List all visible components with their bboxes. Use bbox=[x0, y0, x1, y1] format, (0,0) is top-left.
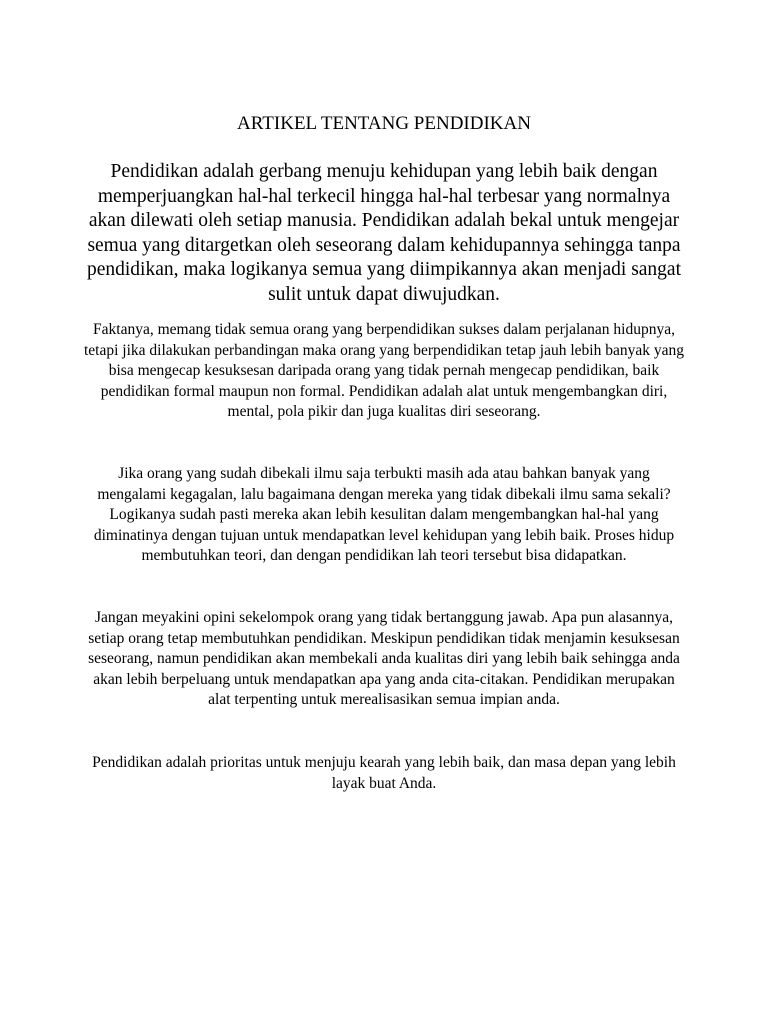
lead-paragraph: Pendidikan adalah gerbang menuju kehidupan yang lebih baik dengan memperjuangkan hal-hal terkecil hingga hal-hal terbesar yang normalnya akan dilewati oleh setiap manusia. Pendidikan adalah bekal untuk mengejar semua yang ditargetkan oleh seseorang dalam kehidupannya sehingga tanpa pendidikan, maka logikanya semua yang diimpikannya akan menjadi sangat sulit untuk dapat diwujudkan. bbox=[86, 161, 682, 305]
paragraph-4: Pendidikan adalah prioritas untuk menjuju kearah yang lebih baik, dan masa depan yang lebih layak buat Anda. bbox=[92, 754, 676, 792]
document-title: ARTIKEL TENTANG PENDIDIKAN bbox=[237, 113, 531, 134]
paragraph-1: Faktanya, memang tidak semua orang yang berpendidikan sukses dalam perjalanan hidupnya, tetapi jika dilakukan perbandingan maka orang yang berpendidikan tetap jauh lebih banyak yang bisa mengecap kesuksesan daripada orang yang tidak pernah mengecap pendidikan, baik pendidikan formal maupun non formal. Pendidikan adalah alat untuk mengembangkan diri, mental, pola pikir dan juga kualitas diri seseorang. bbox=[84, 321, 684, 421]
paragraph-2: Jika orang yang sudah dibekali ilmu saja terbukti masih ada atau bahkan banyak yang mengalami kegagalan, lalu bagaimana dengan mereka yang tidak dibekali ilmu sama sekali? Logikanya sudah pasti mereka akan lebih kesulitan dalam mengembangkan hal-hal yang diminatinya dengan tujuan untuk mendapatkan level kehidupan yang lebih baik. Proses hidup membutuhkan teori, dan dengan pendidikan lah teori tersebut bisa didapatkan. bbox=[93, 465, 675, 565]
paragraph-3: Jangan meyakini opini sekelompok orang yang tidak bertanggung jawab. Apa pun alasannya, setiap orang tetap membutuhkan pendidikan. Meskipun pendidikan tidak menjamin kesuksesan seseorang, namun pendidikan akan membekali anda kualitas diri yang lebih baik sehingga anda akan lebih berpeluang untuk mendapatkan apa yang anda cita-citakan. Pendidikan merupakan alat terpenting untuk merealisasikan semua impian anda. bbox=[88, 609, 680, 709]
